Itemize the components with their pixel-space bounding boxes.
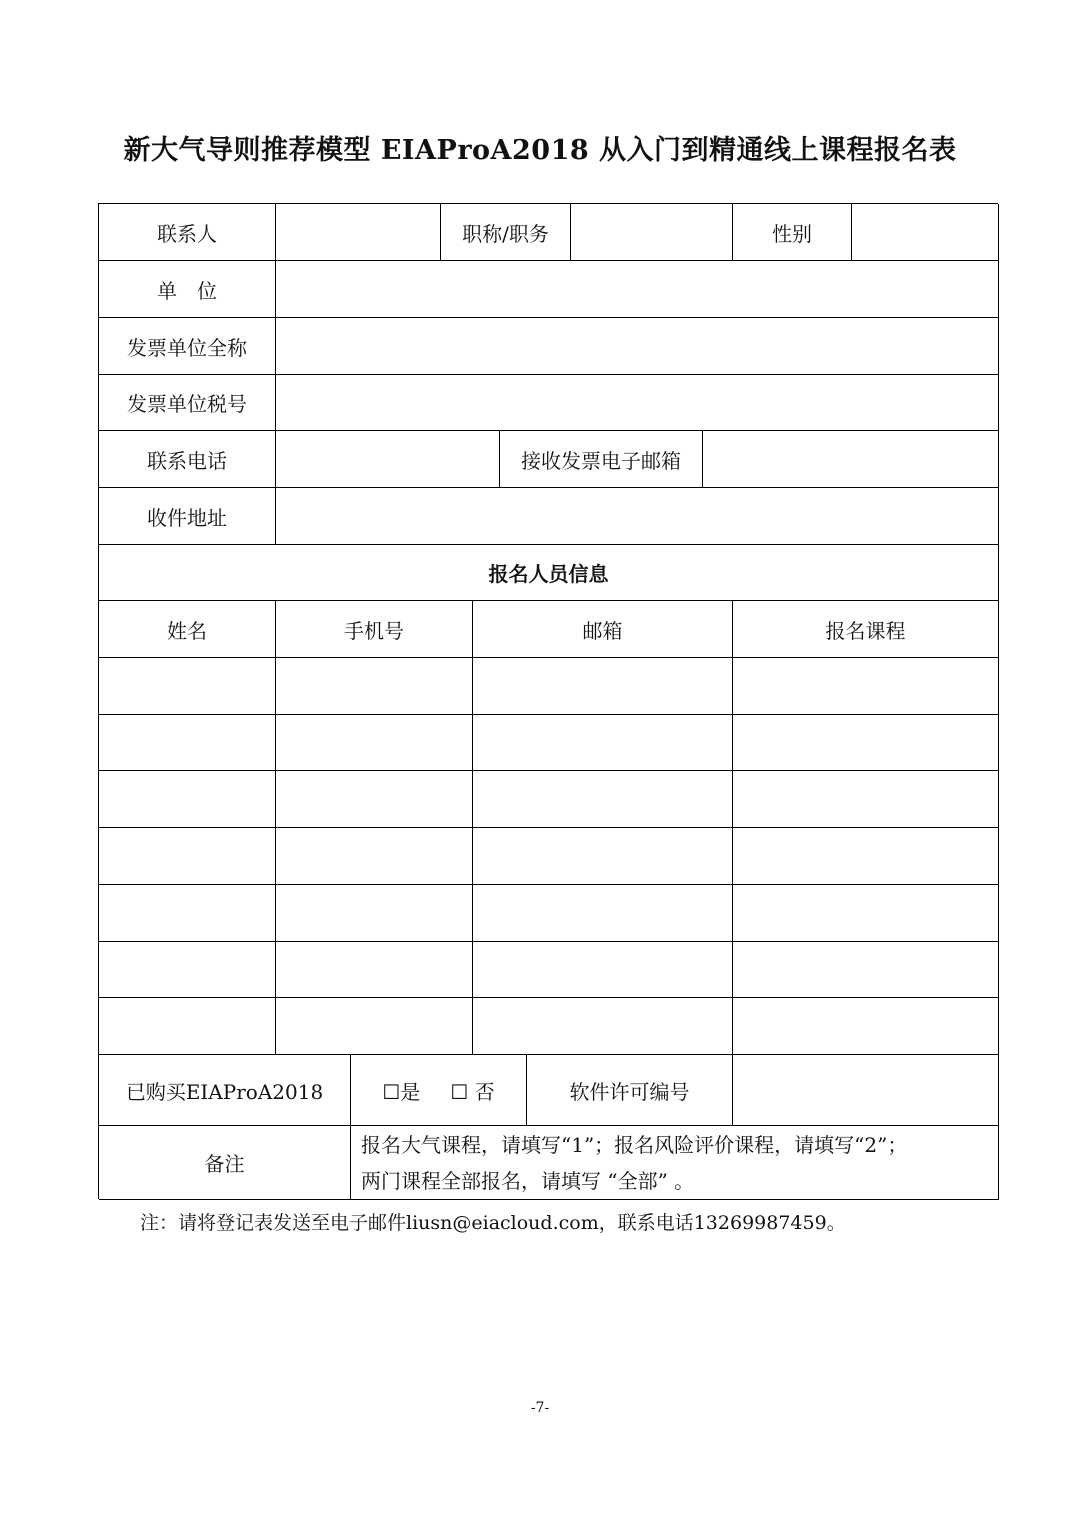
attendee-name-cell[interactable] [99, 715, 276, 772]
attendee-course-cell[interactable] [733, 942, 999, 999]
column-header-mobile: 手机号 [276, 601, 473, 658]
attendee-name-cell[interactable] [99, 942, 276, 999]
attendee-course-cell[interactable] [733, 771, 999, 828]
remark-line-2: 两门课程全部报名，请填写 “全部” 。 [361, 1168, 695, 1193]
phone-label: 联系电话 [99, 431, 276, 488]
attendee-email-cell[interactable] [473, 771, 733, 828]
attendee-email-cell[interactable] [473, 658, 733, 715]
attendee-mobile-cell[interactable] [276, 715, 473, 772]
invoice-name-label: 发票单位全称 [99, 318, 276, 375]
attendee-name-cell[interactable] [99, 885, 276, 942]
footnote: 注：请将登记表发送至电子邮件liusn@eiacloud.com，联系电话13269987459。 [140, 1212, 846, 1234]
remark-line-1: 报名大气课程，请填写“1”；报名风险评价课程，请填写“2”； [361, 1132, 908, 1157]
remark-text [351, 1126, 999, 1200]
attendee-course-cell[interactable] [733, 715, 999, 772]
attendee-course-cell[interactable] [733, 998, 999, 1055]
license-label: 软件许可编号 [527, 1055, 733, 1126]
attendee-mobile-cell[interactable] [276, 998, 473, 1055]
column-header-name: 姓名 [99, 601, 276, 658]
invoice-email-input[interactable] [703, 431, 999, 488]
remark-label: 备注 [99, 1126, 351, 1200]
attendee-name-cell[interactable] [99, 771, 276, 828]
attendee-course-cell[interactable] [733, 885, 999, 942]
unit-label: 单 位 [99, 261, 276, 318]
attendee-course-cell[interactable] [733, 828, 999, 885]
address-input[interactable] [276, 488, 999, 545]
contact-input[interactable] [276, 204, 441, 261]
attendee-mobile-cell[interactable] [276, 942, 473, 999]
purchased-options [351, 1055, 527, 1126]
position-label: 职称/职务 [441, 204, 571, 261]
license-input[interactable] [733, 1055, 999, 1126]
attendee-email-cell[interactable] [473, 998, 733, 1055]
unit-input[interactable] [276, 261, 999, 318]
gender-label: 性别 [733, 204, 852, 261]
address-label: 收件地址 [99, 488, 276, 545]
phone-input[interactable] [276, 431, 500, 488]
invoice-tax-label: 发票单位税号 [99, 375, 276, 431]
attendee-mobile-cell[interactable] [276, 828, 473, 885]
purchased-no-checkbox[interactable]: ☐ 否 [450, 1079, 495, 1104]
invoice-tax-input[interactable] [276, 375, 999, 431]
section-title: 报名人员信息 [99, 545, 999, 601]
attendee-mobile-cell[interactable] [276, 771, 473, 828]
position-input[interactable] [571, 204, 733, 261]
attendee-mobile-cell[interactable] [276, 658, 473, 715]
column-header-email: 邮箱 [473, 601, 733, 658]
column-header-course: 报名课程 [733, 601, 999, 658]
attendee-name-cell[interactable] [99, 828, 276, 885]
invoice-name-input[interactable] [276, 318, 999, 375]
invoice-email-label: 接收发票电子邮箱 [500, 431, 703, 488]
attendee-name-cell[interactable] [99, 998, 276, 1055]
attendee-email-cell[interactable] [473, 715, 733, 772]
purchased-yes-checkbox[interactable]: ☐是 [382, 1079, 421, 1104]
page-number: -7- [530, 1400, 550, 1416]
contact-label: 联系人 [99, 204, 276, 261]
attendee-mobile-cell[interactable] [276, 885, 473, 942]
purchased-label: 已购买EIAProA2018 [99, 1055, 351, 1126]
gender-input[interactable] [852, 204, 999, 261]
attendee-email-cell[interactable] [473, 828, 733, 885]
form-title: 新大气导则推荐模型 EIAProA2018 从入门到精通线上课程报名表 [123, 135, 957, 166]
attendee-course-cell[interactable] [733, 658, 999, 715]
attendee-name-cell[interactable] [99, 658, 276, 715]
attendee-email-cell[interactable] [473, 885, 733, 942]
attendee-email-cell[interactable] [473, 942, 733, 999]
registration-table [98, 203, 998, 1199]
